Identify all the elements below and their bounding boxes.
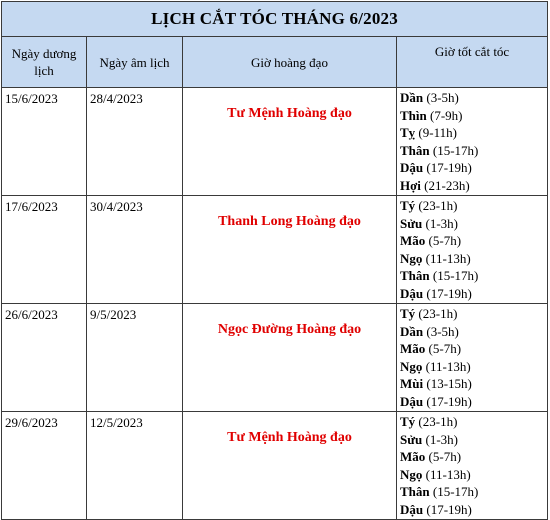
- header-lunar-date: Ngày âm lịch: [87, 37, 183, 88]
- hour-range: (13-15h): [426, 376, 472, 391]
- hour-name: Dậu: [400, 393, 424, 409]
- hour-range: (17-19h): [426, 501, 472, 517]
- hour-item: [400, 448, 547, 466]
- auspicious-hour-label: Thanh Long Hoàng đạo: [218, 214, 361, 229]
- hour-name: Tý: [400, 306, 416, 321]
- solar-date-cell: 15/6/2023: [2, 88, 87, 196]
- table-row: [2, 304, 548, 412]
- best-hours-cell: [397, 412, 548, 520]
- hour-name: Mão: [400, 341, 426, 356]
- hour-item: [400, 358, 547, 376]
- hour-name: Dần: [400, 90, 424, 105]
- hour-range: (21-23h): [424, 177, 470, 193]
- hour-range: (11-13h): [425, 466, 471, 482]
- auspicious-hour-label: Tư Mệnh Hoàng đạo: [227, 106, 352, 121]
- hour-name: Thìn: [400, 107, 427, 123]
- hour-item: [400, 323, 547, 341]
- hour-name: Tý: [400, 198, 416, 213]
- hour-name: Hợi: [400, 177, 421, 193]
- hour-name: Sửu: [400, 215, 423, 231]
- hour-item: [400, 267, 547, 285]
- header-best-haircut-time: Giờ tốt cắt tóc: [397, 37, 548, 88]
- auspicious-hour-cell: [183, 88, 397, 196]
- hour-name: Sửu: [400, 431, 423, 447]
- header-row: [2, 37, 548, 88]
- hour-range: (7-9h): [430, 107, 463, 123]
- hour-item: [400, 305, 547, 323]
- haircut-calendar-document: [1, 1, 549, 517]
- hour-item: [400, 340, 547, 358]
- hour-item: [400, 393, 547, 411]
- hour-item: [400, 215, 547, 233]
- solar-date-cell: 29/6/2023: [2, 412, 87, 520]
- header-solar-date: Ngày dương lịch: [2, 37, 87, 88]
- hour-item: [400, 413, 547, 431]
- hour-name: Mão: [400, 233, 426, 248]
- hour-name: Dần: [400, 323, 424, 339]
- hour-name: Dậu: [400, 501, 424, 517]
- table-row: [2, 88, 548, 196]
- hour-range: (5-7h): [428, 449, 462, 464]
- best-hours-cell: [397, 304, 548, 412]
- hour-name: Thân: [400, 484, 430, 499]
- auspicious-hour-cell: [183, 412, 397, 520]
- hour-range: (11-13h): [425, 358, 471, 374]
- hour-item: [400, 501, 547, 519]
- hour-range: (23-1h): [418, 414, 458, 429]
- hour-name: Dậu: [400, 160, 424, 175]
- auspicious-hour-label: Tư Mệnh Hoàng đạo: [227, 430, 352, 445]
- hour-range: (15-17h): [432, 484, 479, 499]
- hour-item: [400, 159, 547, 177]
- lunar-date-cell: 9/5/2023: [87, 304, 183, 412]
- hour-range: (23-1h): [418, 306, 458, 321]
- hour-range: (3-5h): [426, 323, 459, 339]
- table-row: [2, 412, 548, 520]
- hour-item: [400, 107, 547, 125]
- hour-name: Ngọ: [400, 250, 423, 266]
- table-body: [2, 88, 548, 520]
- hour-name: Thân: [400, 268, 430, 283]
- hour-range: (5-7h): [428, 233, 462, 248]
- table-row: [2, 196, 548, 304]
- hour-name: Ngọ: [400, 466, 423, 482]
- hour-range: (23-1h): [418, 198, 458, 213]
- hour-range: (17-19h): [426, 393, 472, 409]
- hour-range: (17-19h): [426, 285, 472, 301]
- auspicious-hour-cell: [183, 304, 397, 412]
- header-auspicious-hour: Giờ hoàng đạo: [183, 37, 397, 88]
- hour-range: (15-17h): [432, 268, 479, 283]
- lunar-date-cell: 12/5/2023: [87, 412, 183, 520]
- lunar-date-cell: 28/4/2023: [87, 88, 183, 196]
- hour-item: [400, 285, 547, 303]
- hour-item: [400, 124, 547, 142]
- hour-name: Thân: [400, 142, 430, 158]
- haircut-calendar-table: [1, 1, 548, 520]
- hour-item: [400, 483, 547, 501]
- hour-name: Dậu: [400, 285, 424, 301]
- hour-item: [400, 250, 547, 268]
- hour-range: (1-3h): [425, 215, 459, 231]
- table-title: LỊCH CẮT TÓC THÁNG 6/2023: [2, 2, 548, 37]
- hour-name: Mùi: [400, 376, 424, 391]
- hour-item: [400, 232, 547, 250]
- lunar-date-cell: 30/4/2023: [87, 196, 183, 304]
- hour-range: (3-5h): [426, 90, 459, 105]
- auspicious-hour-cell: [183, 196, 397, 304]
- hour-item: [400, 431, 547, 449]
- hour-name: Tý: [400, 414, 416, 429]
- hour-range: (15-17h): [432, 142, 479, 158]
- hour-item: [400, 89, 547, 107]
- hour-range: (9-11h): [418, 125, 457, 140]
- hour-range: (11-13h): [425, 250, 471, 266]
- hour-range: (17-19h): [426, 160, 472, 175]
- hour-name: Mão: [400, 449, 426, 464]
- best-hours-cell: [397, 88, 548, 196]
- solar-date-cell: 17/6/2023: [2, 196, 87, 304]
- solar-date-cell: 26/6/2023: [2, 304, 87, 412]
- auspicious-hour-label: Ngọc Đường Hoàng đạo: [217, 322, 362, 337]
- hour-item: [400, 197, 547, 215]
- hour-range: (5-7h): [428, 341, 462, 356]
- best-hours-cell: [397, 196, 548, 304]
- hour-item: [400, 466, 547, 484]
- hour-item: [400, 142, 547, 160]
- hour-item: [400, 177, 547, 195]
- hour-item: [400, 375, 547, 393]
- hour-name: Tỵ: [400, 125, 416, 140]
- hour-name: Ngọ: [400, 358, 423, 374]
- hour-range: (1-3h): [425, 431, 459, 447]
